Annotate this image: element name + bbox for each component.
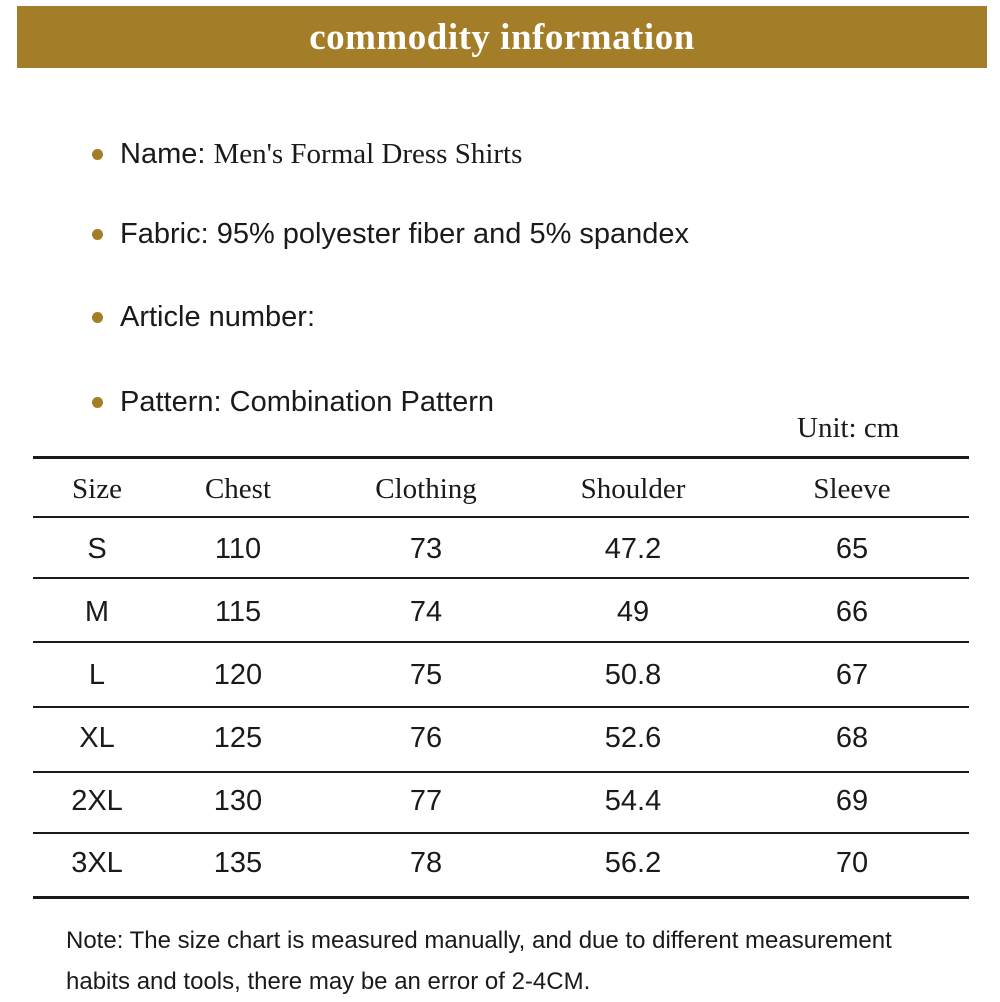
info-value: Men's Formal Dress Shirts bbox=[213, 137, 523, 170]
table-top-rule bbox=[33, 456, 969, 459]
table-cell: 56.2 bbox=[604, 847, 662, 879]
table-cell: 65 bbox=[835, 533, 869, 565]
info-text bbox=[120, 138, 522, 171]
table-cell: 75 bbox=[409, 659, 443, 691]
table-cell: 52.6 bbox=[604, 722, 662, 754]
info-label: Pattern: bbox=[120, 385, 222, 418]
table-cell: 120 bbox=[213, 659, 263, 691]
table-row-divider bbox=[33, 832, 969, 834]
info-item-name bbox=[92, 134, 522, 174]
info-label: Name: bbox=[120, 137, 206, 170]
bullet-icon bbox=[92, 229, 103, 240]
table-row-divider bbox=[33, 706, 969, 708]
table-cell: 130 bbox=[213, 785, 263, 817]
table-cell: 2XL bbox=[71, 785, 123, 817]
table-cell: 77 bbox=[409, 785, 443, 817]
table-cell: L bbox=[88, 659, 106, 691]
info-item-pattern bbox=[92, 382, 494, 422]
table-row-divider bbox=[33, 577, 969, 579]
bullet-icon bbox=[92, 149, 103, 160]
table-cell: 73 bbox=[409, 533, 443, 565]
info-value: Combination Pattern bbox=[229, 385, 494, 418]
table-row-divider bbox=[33, 771, 969, 773]
table-cell: 50.8 bbox=[604, 659, 662, 691]
table-cell: S bbox=[87, 533, 107, 565]
table-cell: 74 bbox=[409, 596, 443, 628]
banner-title: commodity information bbox=[309, 16, 695, 58]
header-banner bbox=[17, 6, 987, 68]
table-cell: 47.2 bbox=[604, 533, 662, 565]
info-item-article-number bbox=[92, 297, 315, 337]
table-cell: 135 bbox=[213, 847, 263, 879]
column-header: Chest bbox=[204, 473, 272, 505]
table-cell: 3XL bbox=[71, 847, 123, 879]
table-cell: 110 bbox=[214, 533, 262, 565]
info-text bbox=[120, 386, 494, 419]
table-cell: 115 bbox=[214, 596, 262, 628]
info-label: Fabric: bbox=[120, 217, 209, 250]
column-header: Clothing bbox=[375, 473, 477, 505]
table-cell: 54.4 bbox=[604, 785, 662, 817]
table-cell: 125 bbox=[213, 722, 263, 754]
note bbox=[66, 920, 966, 1002]
table-cell: 49 bbox=[616, 596, 650, 628]
table-row-divider bbox=[33, 641, 969, 643]
column-header: Shoulder bbox=[580, 473, 686, 505]
column-header: Size bbox=[72, 473, 122, 505]
unit-label: Unit: cm bbox=[797, 412, 900, 444]
table-cell: XL bbox=[79, 722, 115, 754]
note-line: Note: The size chart is measured manually, and due to different measurement bbox=[66, 927, 892, 954]
table-cell: 67 bbox=[835, 659, 869, 691]
info-label: Article number: bbox=[120, 300, 316, 333]
table-header-rule bbox=[33, 516, 969, 518]
note-line: habits and tools, there may be an error of 2-4CM. bbox=[66, 968, 591, 995]
table-cell: 66 bbox=[835, 596, 869, 628]
info-text bbox=[120, 301, 315, 334]
table-cell: 70 bbox=[835, 847, 869, 879]
bullet-icon bbox=[92, 312, 103, 323]
info-text bbox=[120, 218, 689, 251]
table-cell: 78 bbox=[409, 847, 443, 879]
column-header: Sleeve bbox=[813, 473, 891, 505]
table-cell: 76 bbox=[409, 722, 443, 754]
table-cell: M bbox=[84, 596, 110, 628]
info-item-fabric bbox=[92, 214, 689, 254]
bullet-icon bbox=[92, 397, 103, 408]
table-bottom-rule bbox=[33, 896, 969, 899]
table-cell: 68 bbox=[835, 722, 869, 754]
info-value: 95% polyester fiber and 5% spandex bbox=[216, 217, 690, 250]
table-cell: 69 bbox=[835, 785, 869, 817]
